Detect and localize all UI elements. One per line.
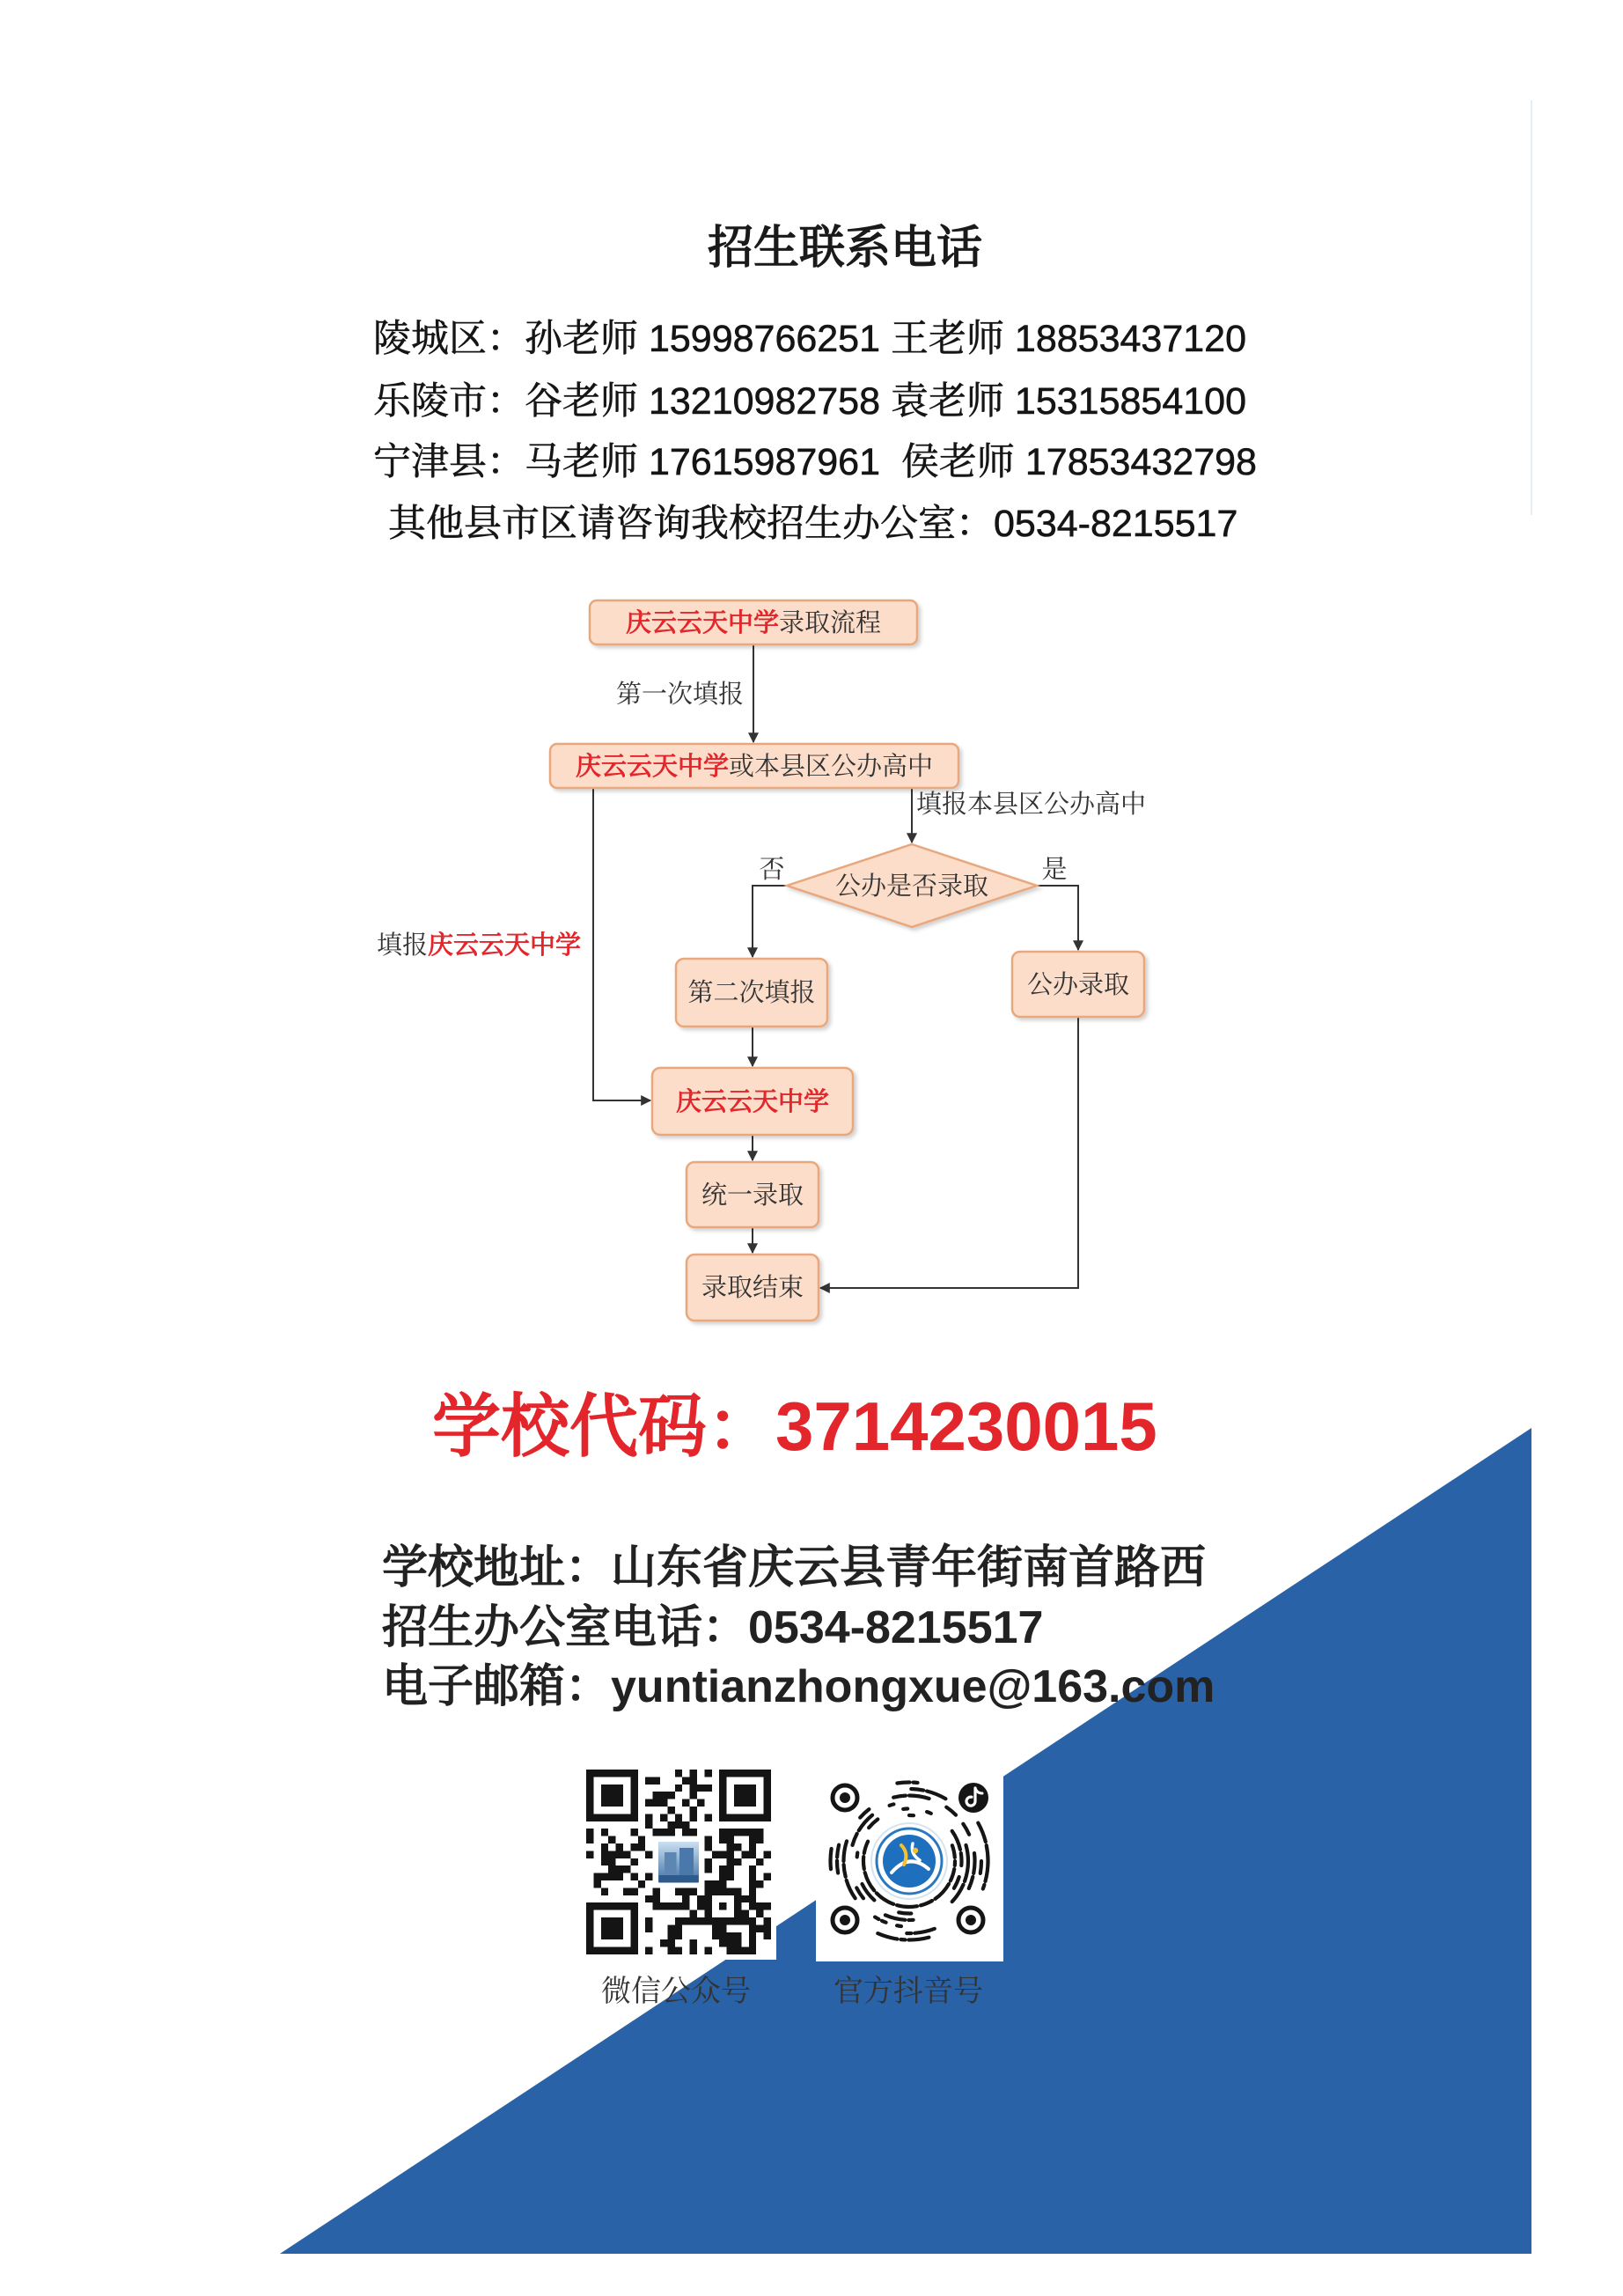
phone-number: 17853432798 <box>1024 441 1257 483</box>
phone-number: 13210982758 <box>648 380 881 423</box>
connector-decision-yes <box>1037 886 1078 950</box>
address-label: 学校地址： <box>382 1542 612 1593</box>
node-label: 第二次填报 <box>687 977 816 1007</box>
edge-label-first-fill: 第一次填报 <box>615 679 744 709</box>
phone-number: 15998766251 <box>648 318 881 360</box>
douyin-qr-card <box>816 1770 1003 1961</box>
school-name: 庆云云天中学 <box>427 930 581 960</box>
edge-label-no: 否 <box>759 854 785 884</box>
school-name: 庆云云天中学 <box>625 607 779 637</box>
email-value: yuntianzhongxue@163.com <box>611 1661 1215 1712</box>
office-phone-label: 招生办公室电话： <box>382 1602 749 1653</box>
node-label: 录取结束 <box>701 1272 804 1302</box>
teacher-name: 王老师 <box>890 318 1004 360</box>
node-label: 统一录取 <box>701 1180 804 1210</box>
connector-decision-no <box>753 886 787 957</box>
contact-title: 招生联系电话 <box>707 223 982 274</box>
phone-number: 15315854100 <box>1014 380 1246 423</box>
flow-node-second-fill <box>676 959 827 1027</box>
node-label: 公办录取 <box>1026 969 1130 999</box>
flow-node-public-admit <box>1012 952 1144 1017</box>
finder-bottom-right <box>958 1908 983 1932</box>
school-code <box>432 1384 1157 1468</box>
choice-suffix: 或本县区公办高中 <box>729 751 934 781</box>
wechat-qr-code-icon <box>586 1770 771 1954</box>
school-code-value: 3714230015 <box>775 1387 1157 1465</box>
office-phone-line <box>382 1600 1043 1656</box>
school-name: 庆云云天中学 <box>575 751 729 781</box>
office-phone: 0534-8215517 <box>994 503 1238 545</box>
wechat-qr-card <box>581 1764 776 1960</box>
flow-node-end <box>687 1255 819 1321</box>
node-label: 公办是否录取 <box>834 871 989 901</box>
address-value: 山东省庆云县青年街南首路西 <box>611 1542 1207 1593</box>
connector-choice-to-school <box>593 788 650 1100</box>
other-label: 其他县市区请咨询我校招生办公室： <box>388 503 994 545</box>
phone-number: 18853437120 <box>1014 318 1246 360</box>
douyin-qr-label: 官方抖音号 <box>834 1975 983 2008</box>
school-logo-icon <box>871 1823 947 1899</box>
teacher-name: 袁老师 <box>890 380 1004 423</box>
teacher-name: 侯老师 <box>900 441 1015 483</box>
flow-node-school <box>652 1068 853 1135</box>
edge-label-yes: 是 <box>1041 854 1068 884</box>
teacher-name: 谷老师 <box>525 380 638 423</box>
finder-bottom-left <box>833 1908 857 1932</box>
teacher-name: 孙老师 <box>525 318 638 360</box>
tiktok-icon <box>958 1783 988 1813</box>
flow-node-decision <box>787 844 1037 927</box>
flow-connectors <box>593 644 1078 1288</box>
wechat-center-building-icon <box>657 1841 701 1884</box>
school-name: 庆云云天中学 <box>675 1086 830 1116</box>
douyin-qr-code-icon <box>816 1770 1003 1961</box>
edge-label-fill-public: 填报本县区公办高中 <box>916 789 1147 819</box>
teacher-name: 马老师 <box>525 441 638 483</box>
wechat-qr-label: 微信公众号 <box>601 1975 751 2008</box>
address-line <box>382 1540 1206 1596</box>
region-label: 陵城区： <box>373 318 525 360</box>
region-label: 乐陵市： <box>373 380 525 423</box>
phone-number: 17615987961 <box>648 441 881 483</box>
flow-node-unified <box>687 1162 819 1227</box>
node-label <box>576 751 933 781</box>
school-code-label: 学校代码： <box>432 1387 776 1465</box>
office-phone-value: 0534-8215517 <box>748 1602 1044 1653</box>
node-label <box>626 607 881 637</box>
email-line <box>382 1659 1215 1715</box>
flow-node-choice <box>550 744 958 788</box>
node-label <box>676 1086 829 1116</box>
edge-label-fill-school <box>377 930 581 960</box>
connector-public-to-end <box>820 1017 1078 1288</box>
finder-top-left <box>833 1785 857 1810</box>
fill-prefix: 填报 <box>376 930 428 960</box>
flow-node-title <box>590 600 917 644</box>
title-suffix: 录取流程 <box>779 607 882 637</box>
email-label: 电子邮箱： <box>382 1661 612 1712</box>
region-label: 宁津县： <box>373 441 525 483</box>
